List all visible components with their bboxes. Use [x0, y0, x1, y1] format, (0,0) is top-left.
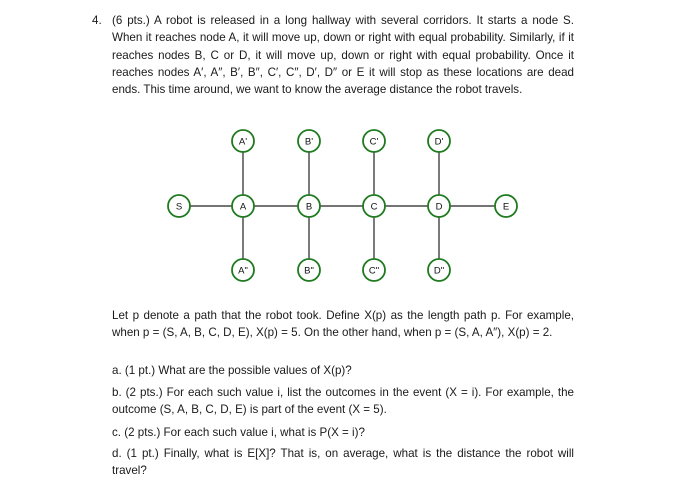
node-label: S [175, 201, 183, 213]
node-label: A" [238, 265, 248, 277]
node-middle [168, 195, 190, 217]
node-bottom [232, 259, 254, 281]
node-middle [428, 195, 450, 217]
path-definition: Let p denote a path that the robot took. Define X(p) as the length path p. For example, when p = (S, A, B, C, D, E), X(p) = 5. On the other hand, when p = (S, A, A″), X(p) = 2. [112, 309, 574, 340]
node-label: B [305, 201, 313, 213]
node-middle [298, 195, 320, 217]
problem-intro: (6 pts.) A robot is released in a long hallway with several corridors. It starts a node S. When it reaches node A, it will move up, down or right with equal probability. Similarly, if it reaches nodes B, C or D, it will move up, down or right with equal probability. Once it reaches nodes A′, A″, B′, B″, C′, C″, D′, D″ or E it will stop as these locations are dead ends. This time around, we want to know the average distance the robot travels. [112, 14, 574, 97]
node-bottom [363, 259, 385, 281]
node-top [428, 130, 450, 152]
node-middle [495, 195, 517, 217]
part-b: b. (2 pts.) For each such value i, list the outcomes in the event (X = i). For example, the outcome (S, A, B, C, D, E) is part of the event (X = 5). [112, 386, 574, 417]
node-label: E [502, 201, 510, 213]
node-label: B" [304, 265, 314, 277]
part-d: d. (1 pt.) Finally, what is E[X]? That is, on average, what is the distance the robot will travel? [112, 447, 574, 478]
node-label: D' [434, 136, 444, 148]
node-label: D" [433, 265, 445, 277]
node-label: A [239, 201, 247, 213]
node-middle [363, 195, 385, 217]
node-label: C' [369, 136, 379, 148]
node-label: C" [368, 265, 380, 277]
node-bottom [298, 259, 320, 281]
node-top [363, 130, 385, 152]
node-middle [232, 195, 254, 217]
node-label: C [370, 201, 378, 213]
part-a: a. (1 pt.) What are the possible values of X(p)? [112, 364, 352, 377]
node-label: D [435, 201, 443, 213]
part-c: c. (2 pts.) For each such value i, what is P(X = i)? [112, 426, 365, 439]
node-bottom [428, 259, 450, 281]
problem-number: 4. [92, 14, 102, 27]
node-label: A' [238, 136, 248, 148]
node-top [298, 130, 320, 152]
node-top [232, 130, 254, 152]
node-label: B' [304, 136, 314, 148]
